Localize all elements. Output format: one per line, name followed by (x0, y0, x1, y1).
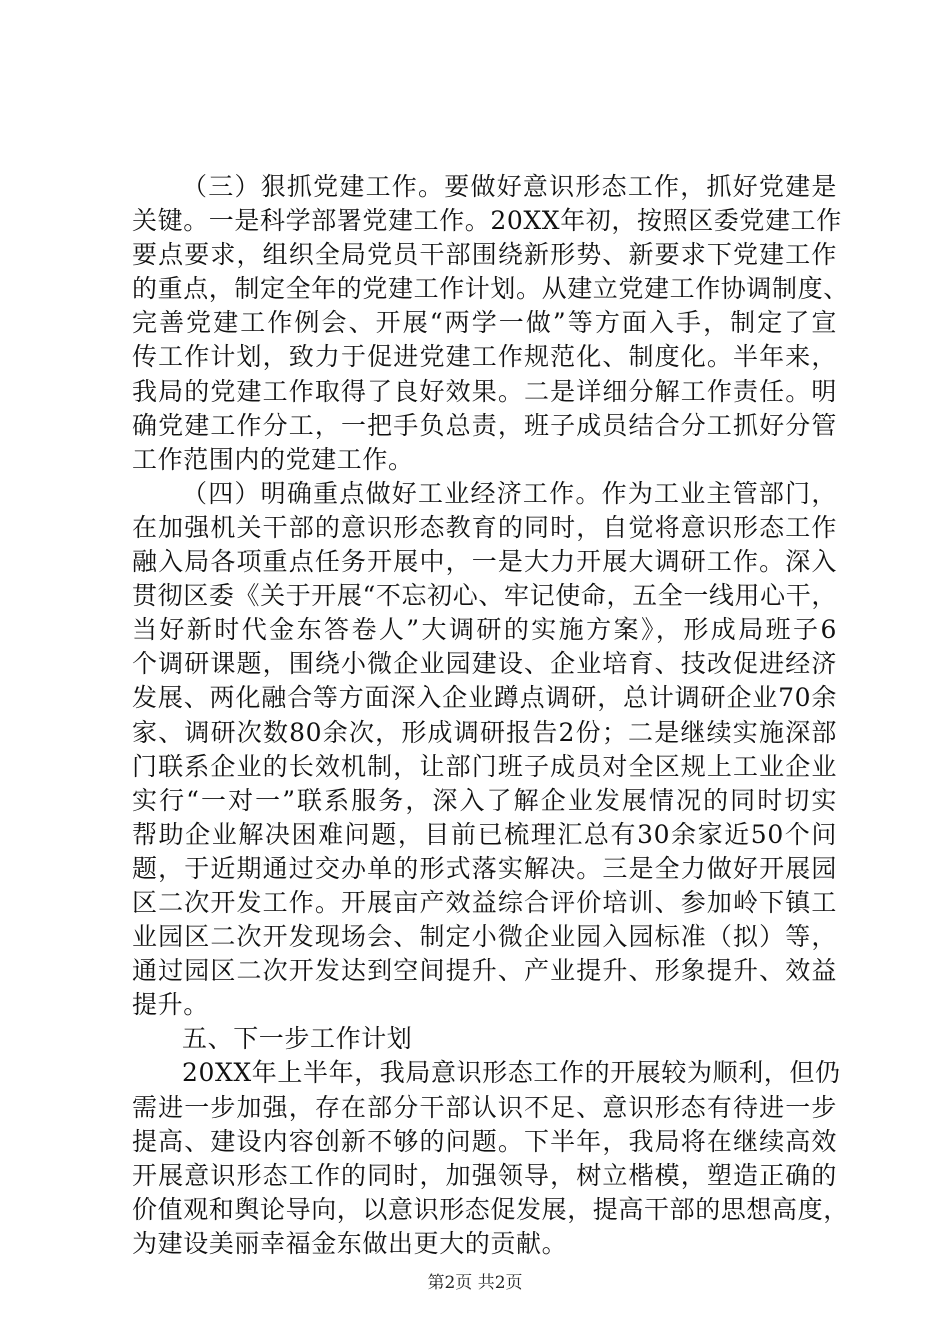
paragraph-4-line-16: 提升。 (132, 990, 209, 1020)
paragraph-4-line-11: 帮助企业解决困难问题，目前已梳理汇总有30余家近50个问 (132, 819, 837, 849)
section-heading: 五、下一步工作计划 (182, 1024, 413, 1054)
paragraph-5-line-4: 开展意识形态工作的同时，加强领导，树立楷模，塑造正确的 (132, 1160, 837, 1190)
paragraph-5-line-1: 20XX年上半年，我局意识形态工作的开展较为顺利，但仍 (182, 1058, 841, 1088)
paragraph-4-line-4: 贯彻区委《关于开展“不忘初心、牢记使命，五全一线用心干， (132, 581, 837, 611)
paragraph-3-line-7: 我局的党建工作取得了良好效果。二是详细分解工作责任。明 (132, 376, 837, 406)
paragraph-3-line-2: 关键。一是科学部署党建工作。20XX年初，按照区委党建工作 (132, 206, 842, 236)
paragraph-4-line-8: 家、调研次数80余次，形成调研报告2份；二是继续实施深部 (132, 717, 837, 747)
paragraph-4-line-13: 区二次开发工作。开展亩产效益综合评价培训、参加岭下镇工 (132, 887, 837, 917)
paragraph-4-line-15: 通过园区二次开发达到空间提升、产业提升、形象提升、效益 (132, 956, 837, 986)
paragraph-3-line-3: 要点要求，组织全局党员干部围绕新形势、新要求下党建工作 (132, 240, 837, 270)
paragraph-3-line-8: 确党建工作分工，一把手负总责，班子成员结合分工抓好分管 (132, 410, 837, 440)
paragraph-4-line-14: 业园区二次开发现场会、制定小微企业园入园标准（拟）等， (132, 922, 837, 952)
paragraph-4-line-3: 融入局各项重点任务开展中，一是大力开展大调研工作。深入 (132, 547, 837, 577)
paragraph-3-line-9: 工作范围内的党建工作。 (132, 444, 414, 474)
paragraph-3-line-6: 传工作计划，致力于促进党建工作规范化、制度化。半年来， (132, 342, 837, 372)
paragraph-5-line-2: 需进一步加强，存在部分干部认识不足、意识形态有待进一步 (132, 1092, 837, 1122)
paragraph-5-line-5: 价值观和舆论导向，以意识形态促发展，提高干部的思想高度， (132, 1194, 849, 1224)
paragraph-4-line-2: 在加强机关干部的意识形态教育的同时，自觉将意识形态工作 (132, 512, 837, 542)
paragraph-5-line-3: 提高、建设内容创新不够的问题。下半年，我局将在继续高效 (132, 1126, 837, 1156)
paragraph-4-line-12: 题，于近期通过交办单的形式落实解决。三是全力做好开展园 (132, 853, 837, 883)
paragraph-3-line-1: （三）狠抓党建工作。要做好意识形态工作，抓好党建是 (182, 172, 837, 201)
page-footer: 第2页 共2页 (427, 1273, 523, 1293)
paragraph-4-line-1: （四）明确重点做好工业经济工作。作为工业主管部门， (182, 478, 837, 508)
paragraph-4-line-9: 门联系企业的长效机制，让部门班子成员对全区规上工业企业 (132, 751, 837, 781)
body-text (132, 170, 849, 1261)
paragraph-4-line-10: 实行“一对一”联系服务，深入了解企业发展情况的同时切实 (132, 785, 837, 815)
paragraph-3-line-4: 的重点，制定全年的党建工作计划。从建立党建工作协调制度、 (132, 274, 849, 304)
paragraph-5-line-6: 为建设美丽幸福金东做出更大的贡献。 (132, 1228, 568, 1258)
paragraph-4-line-7: 发展、两化融合等方面深入企业蹲点调研，总计调研企业70余 (132, 683, 837, 713)
paragraph-3-line-5: 完善党建工作例会、开展“两学一做”等方面入手，制定了宣 (132, 308, 837, 338)
paragraph-4-line-6: 个调研课题，围绕小微企业园建设、企业培育、技改促进经济 (132, 649, 837, 679)
paragraph-4-line-5: 当好新时代金东答卷人”大调研的实施方案》，形成局班子6 (132, 615, 837, 645)
